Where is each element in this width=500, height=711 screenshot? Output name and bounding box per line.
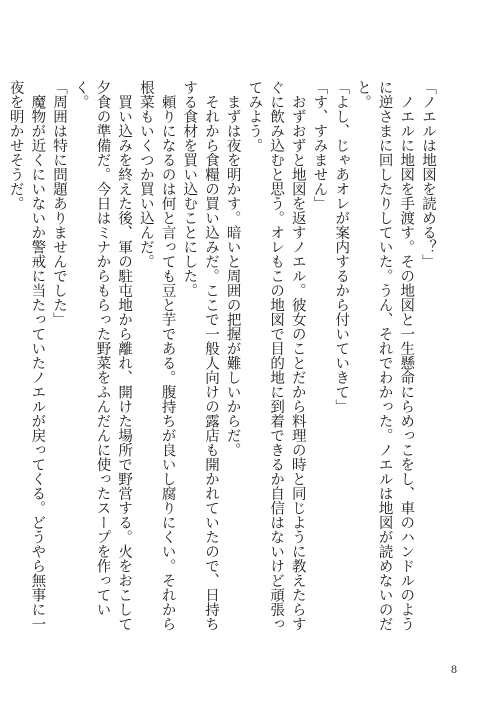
- paragraph-11: 魔物が近くにいないか警戒に当たっていたノエルが戻ってくる。どうやら無事に一夜を明かせそうだ。: [7, 80, 46, 631]
- paragraph-1: 「ノエルは地図を読める？」: [420, 80, 436, 269]
- paragraph-4: 「す、すみません」: [311, 80, 328, 211]
- paragraph-5: おずおずと地図を返すノエル。彼女のことだから料理の時と同じように教えたらすぐに飲み込むと思う。オレもこの地図で目的地に到着できるか自信はないけど頑張ってみよう。: [246, 80, 306, 631]
- paragraph-2: ノエルに地図を手渡す。その地図と一生懸命にらめっこをし、車のハンドルのように逆さまに回したりしていた。うん、それでわかった。ノエルは地図が読めないのだと。: [354, 80, 415, 631]
- paragraph-9: 買い込みを終えた後、軍の駐屯地から離れ、開けた場所で野営する。火をおこして夕食の準備だ。今日はミナからもらった野菜をふんだんに使ったスープを作っていく。: [72, 80, 133, 631]
- paragraph-10: 「周囲は特に問題ありませんでした」: [51, 80, 68, 327]
- vertical-text-body: [7, 80, 438, 635]
- paragraph-8: 頼りになるのは何と言っても豆と芋である。腹持ちが良いし腐りにくい。それから根菜もいくつか買い込んだ。: [137, 80, 176, 631]
- paragraph-3: 「よし、じゃあオレが案内するから付いていきて」: [333, 80, 350, 414]
- paragraph-6: まずは夜を明かす。暗いと周囲の把握が難しいからだ。: [224, 80, 241, 457]
- page-number: 8: [451, 662, 457, 676]
- paragraph-7: それから食糧の買い込みだ。ここで一般人向けの露店も開かれていたので、日持ちする食材を買い込むことにした。: [181, 80, 219, 631]
